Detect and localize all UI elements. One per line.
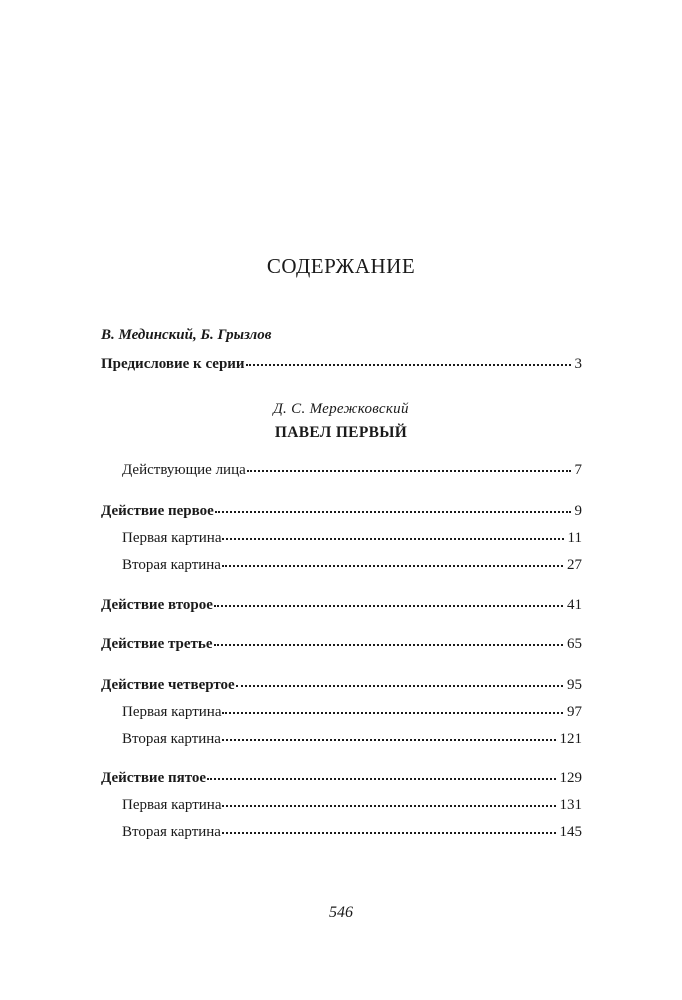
toc-entry-label: Первая картина [122,704,222,720]
toc-entry-label: Действующие лица [122,462,246,478]
leader-dots [207,777,555,780]
work-author: Д. С. Мережковский [273,401,409,417]
toc-entry-label: Вторая картина [122,824,221,840]
toc-entry-page: 131 [559,797,582,813]
toc-entry[interactable] [122,556,582,574]
toc-entry-page: 95 [567,677,582,693]
toc-entry[interactable] [122,796,582,814]
toc-entry-label: Действие первое [101,503,214,519]
page-title: СОДЕРЖАНИЕ [266,254,416,278]
leader-dots [214,643,564,646]
toc-entry-page: 11 [567,530,582,546]
toc-entry[interactable] [122,703,582,721]
toc-entry[interactable] [101,769,582,787]
toc-entry-label: Действие второе [101,597,213,613]
toc-entry-preface[interactable] [101,355,582,373]
toc-entry-label: Действие третье [101,636,213,652]
leader-dots [222,831,556,834]
toc-entry-page: 3 [574,356,582,372]
toc-entry[interactable] [101,596,582,614]
toc-entry[interactable] [122,730,582,748]
leader-dots [246,363,571,366]
leader-dots [215,510,571,513]
toc-entry-page: 7 [574,462,582,478]
page-number: 546 [329,904,353,921]
toc-entry[interactable] [101,676,582,694]
toc-entry[interactable] [122,461,582,479]
toc-entry-label: Вторая картина [122,557,221,573]
toc-entry[interactable] [101,635,582,653]
toc-entry-page: 145 [559,824,582,840]
leader-dots [222,738,556,741]
leader-dots [236,684,563,687]
leader-dots [214,604,563,607]
leader-dots [222,564,563,567]
toc-entry-label: Предисловие к серии [101,356,245,372]
toc-entry[interactable] [122,823,582,841]
leader-dots [222,537,563,540]
toc-entry-page: 41 [567,597,582,613]
toc-entry-page: 27 [567,557,582,573]
toc-entry[interactable] [101,502,582,520]
leader-dots [222,711,563,714]
leader-dots [222,804,555,807]
toc-entry-page: 65 [567,636,582,652]
toc-entry-page: 129 [559,770,582,786]
toc-entry-page: 121 [559,731,582,747]
toc-entry-label: Действие четвертое [101,677,235,693]
toc-entry-page: 97 [567,704,582,720]
toc-entry-label: Вторая картина [122,731,221,747]
toc-entry-label: Первая картина [122,530,222,546]
toc-entry-page: 9 [574,503,582,519]
toc-entry-label: Действие пятое [101,770,207,786]
toc-entry[interactable] [122,529,582,547]
preface-authors: В. Мединский, Б. Грызлов [101,327,272,343]
leader-dots [247,469,571,472]
work-title: ПАВЕЛ ПЕРВЫЙ [274,424,408,441]
toc-entry-label: Первая картина [122,797,222,813]
